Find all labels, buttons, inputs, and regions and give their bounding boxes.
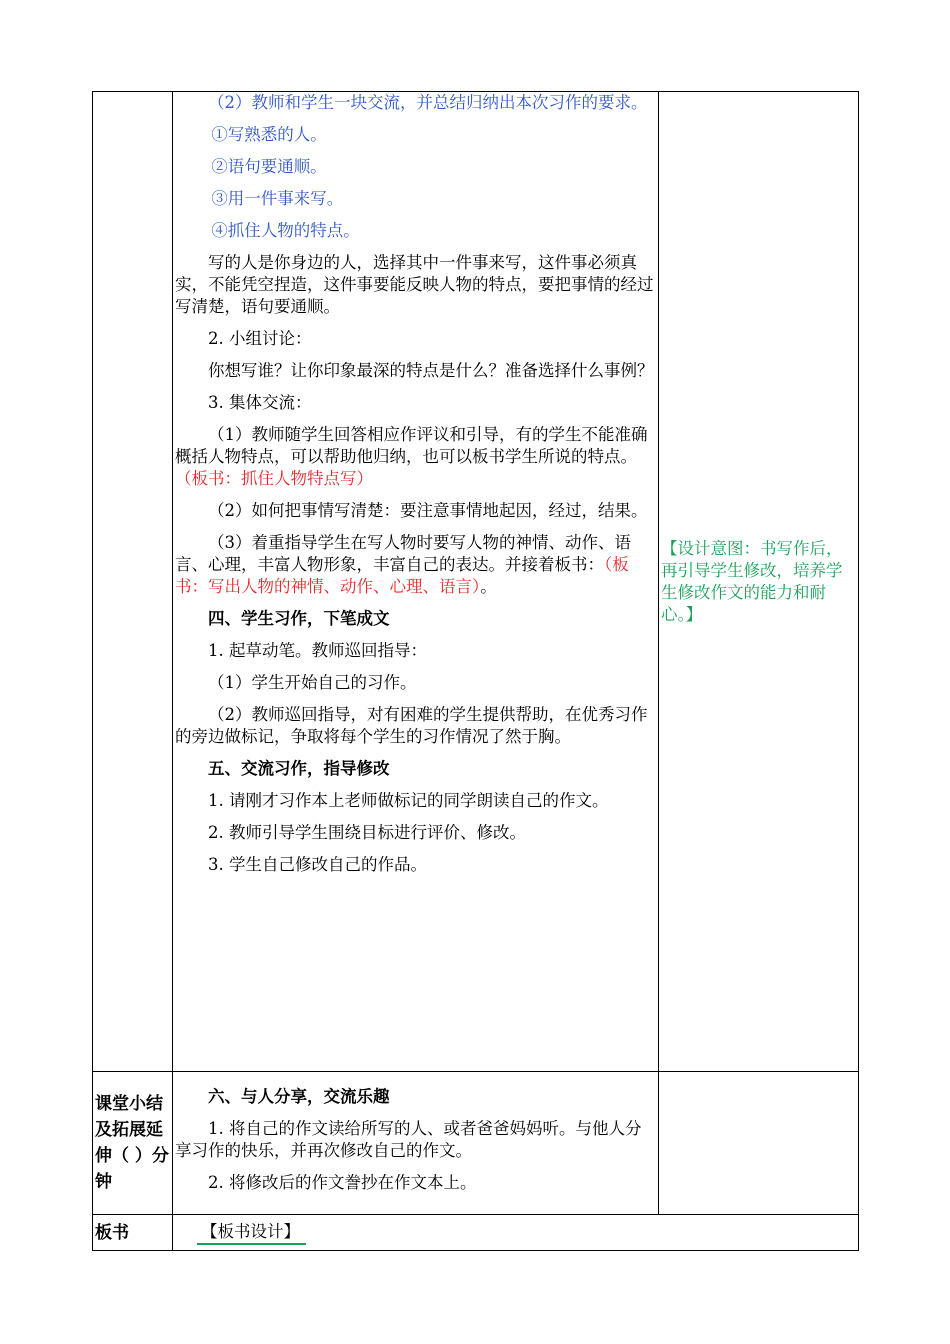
design-note-cell	[659, 92, 859, 1072]
section-5-item-3: 3. 学生自己修改自己的作品。	[208, 855, 427, 874]
exchange-1-text: （1）教师随学生回答相应作评议和引导，有的学生不能准确概括人物特点，可以帮助他归纳，也可以板书学生所说的特点。	[175, 425, 648, 466]
exchange-3-end: 。	[480, 577, 497, 596]
summary-label: 课堂小结及拓展延伸（ ）分钟	[95, 1094, 169, 1192]
summary-note-cell	[659, 1072, 859, 1215]
requirement-item: ②语句要通顺。	[211, 157, 327, 176]
section-4-item-1a: （1）学生开始自己的习作。	[208, 673, 417, 692]
explanation-paragraph: 写的人是你身边的人，选择其中一件事来写，这件事必须真实，不能凭空捏造，这件事要能反映人物的特点，要把事情的经过写清楚，语句要通顺。	[175, 253, 654, 316]
design-intent-note: 【设计意图：书写作后，再引导学生修改，培养学生修改作文的能力和耐心。】	[661, 538, 843, 624]
section-5-item-1: 1. 请刚才习作本上老师做标记的同学朗读自己的作文。	[208, 791, 609, 810]
row-label-cell	[93, 92, 173, 1072]
section-5-heading: 五、交流习作，指导修改	[208, 759, 390, 778]
board-row	[93, 1215, 859, 1251]
lesson-plan-table	[92, 91, 859, 1251]
section-6-heading: 六、与人分享，交流乐趣	[208, 1087, 390, 1106]
board-note-traits: （板书：抓住人物特点写）	[175, 469, 373, 488]
requirements-intro: （2）教师和学生一块交流，并总结归纳出本次习作的要求。	[208, 93, 648, 112]
requirement-item: ④抓住人物的特点。	[211, 221, 360, 240]
exchange-3-text: （3）着重指导学生在写人物时要写人物的神情、动作、语言、心理，丰富人物形象，丰富自己的表达。并接着板书：	[175, 533, 631, 574]
summary-content-cell	[173, 1072, 659, 1215]
board-label: 板书	[95, 1222, 129, 1243]
section-6-item-2: 2. 将修改后的作文誊抄在作文本上。	[208, 1173, 477, 1192]
requirement-item: ①写熟悉的人。	[211, 125, 327, 144]
group-discussion-title: 2. 小组讨论：	[208, 329, 312, 348]
group-discussion-question: 你想写谁？让你印象最深的特点是什么？准备选择什么事例？	[208, 361, 654, 380]
board-design-cell	[173, 1215, 859, 1251]
collective-exchange-title: 3. 集体交流：	[208, 393, 312, 412]
board-note-expression: （板书：写出人物的神情、动作、心理、语言）	[175, 555, 629, 596]
section-4-item-1b: （2）教师巡回指导，对有困难的学生提供帮助，在优秀习作的旁边做标记，争取将每个学生的习作情况了然于胸。	[175, 705, 648, 746]
summary-row	[93, 1072, 859, 1215]
section-4-item-1: 1. 起草动笔。教师巡回指导：	[208, 641, 427, 660]
collective-exchange-2: （2）如何把事情写清楚：要注意事情地起因，经过，结果。	[208, 501, 648, 520]
requirement-item: ③用一件事来写。	[211, 189, 344, 208]
section-6-item-1: 1. 将自己的作文读给所写的人、或者爸爸妈妈听。与他人分享习作的快乐，并再次修改自己的作文。	[175, 1119, 642, 1160]
section-4-heading: 四、学生习作，下笔成文	[208, 609, 390, 628]
summary-label-cell	[93, 1072, 173, 1215]
board-design-title: 【板书设计】	[197, 1221, 306, 1245]
collective-exchange-3	[175, 532, 654, 598]
collective-exchange-1	[175, 424, 654, 490]
board-label-cell	[93, 1215, 173, 1251]
teaching-content-cell	[173, 92, 659, 1072]
section-5-item-2: 2. 教师引导学生围绕目标进行评价、修改。	[208, 823, 526, 842]
teaching-process-row	[93, 92, 859, 1072]
